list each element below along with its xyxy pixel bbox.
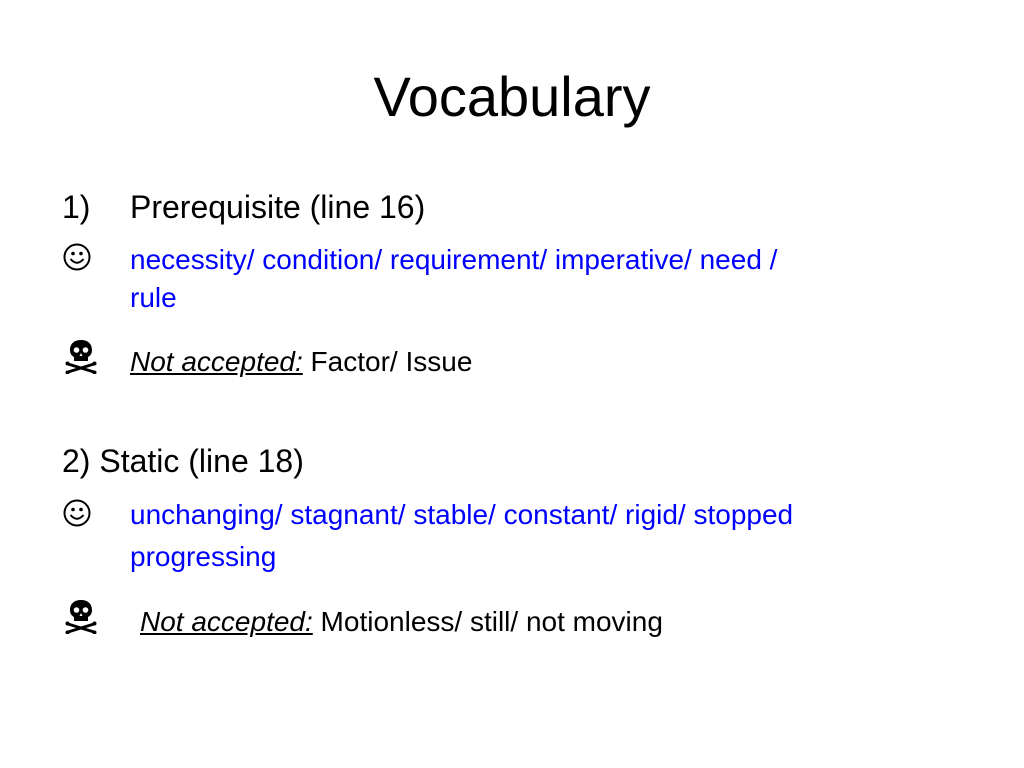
item-2-not-accepted: [140, 603, 663, 641]
item-2-not-accepted-text: Motionless/ still/ not moving: [312, 606, 663, 637]
smiley-icon: [62, 242, 92, 272]
item-1-accepted-line-1: necessity/ condition/ requirement/ imperative/ need /: [130, 244, 778, 275]
item-1-accepted-line-2: rule: [130, 282, 177, 313]
skull-crossbones-icon: [64, 338, 98, 374]
item-2-accepted-line-1: unchanging/ stagnant/ stable/ constant/ rigid/ stopped: [130, 499, 794, 530]
item-2-term: 2) Static (line 18): [62, 443, 304, 479]
item-1-not-accepted: [130, 343, 472, 381]
not-accepted-label: Not accepted:: [140, 606, 313, 637]
not-accepted-label: Not accepted:: [130, 346, 303, 377]
item-2-accepted-line-2: progressing: [130, 541, 277, 572]
skull-crossbones-icon: [64, 598, 98, 634]
slide-title: Vocabulary: [373, 65, 651, 128]
item-1-not-accepted-text: Factor/ Issue: [302, 346, 473, 377]
item-1-number: 1): [62, 189, 91, 225]
item-1-term: Prerequisite (line 16): [130, 189, 426, 225]
smiley-icon: [62, 498, 92, 528]
